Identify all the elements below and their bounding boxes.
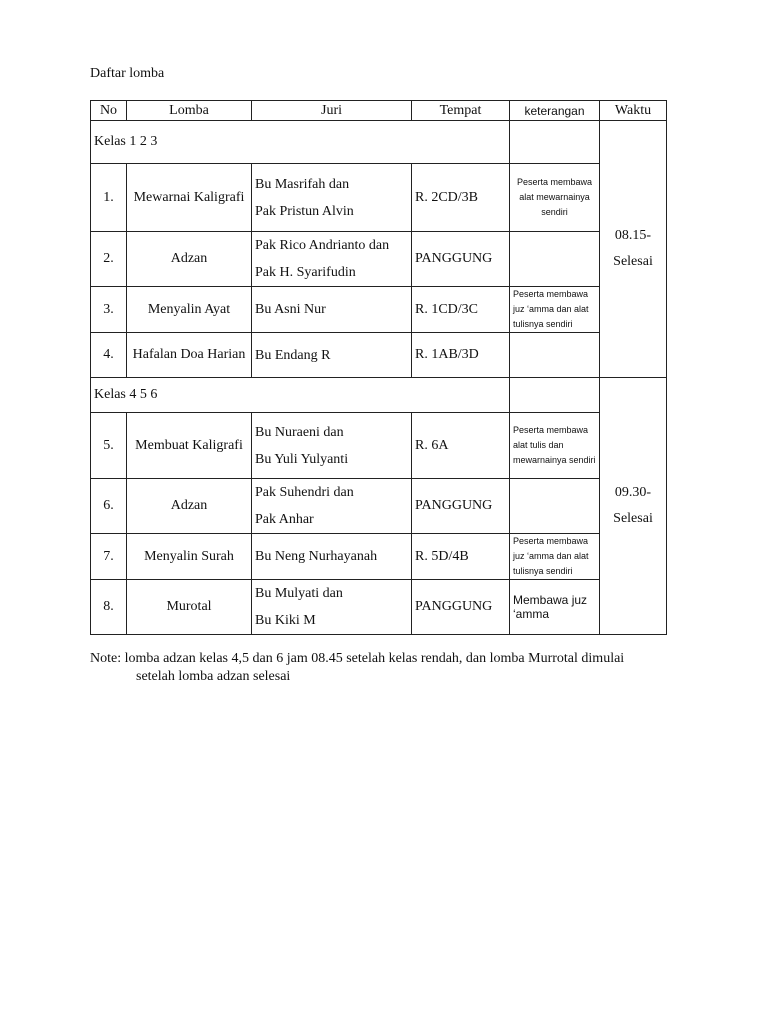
row-lomba: Adzan — [127, 479, 252, 534]
juri-line-1: Bu Nuraeni dan — [255, 424, 344, 440]
waktu-start: 08.15- — [614, 228, 652, 243]
waktu-cell — [600, 378, 667, 635]
waktu-end: Selesai — [613, 511, 653, 526]
juri-line-2: Pak H. Syarifudin — [255, 265, 356, 280]
kelas-label: Kelas 4 5 6 — [91, 378, 510, 413]
juri-line-1: Bu Masrifah dan — [255, 176, 350, 192]
table-row — [91, 164, 667, 232]
footnote-line-2: setelah lomba adzan selesai — [136, 669, 291, 684]
header-waktu: Waktu — [600, 101, 667, 121]
group-row — [91, 378, 667, 413]
row-no: 5. — [91, 413, 127, 479]
document-title: Daftar lomba — [90, 66, 165, 81]
row-keterangan: Membawa juz ‘amma — [510, 580, 600, 635]
juri-line-1: Pak Suhendri dan — [255, 485, 354, 500]
row-keterangan: Peserta membawa alat tulis dan mewarnainya sendiri — [510, 413, 600, 479]
juri-line-2: Bu Kiki M — [255, 613, 316, 628]
row-lomba: Mewarnai Kaligrafi — [127, 164, 252, 232]
group-row — [91, 121, 667, 164]
table-row — [91, 287, 667, 333]
row-keterangan: Peserta membawa juz ‘amma dan alat tulisnya sendiri — [510, 534, 600, 580]
table-row — [91, 232, 667, 287]
waktu-end: Selesai — [613, 254, 653, 269]
row-lomba: Adzan — [127, 232, 252, 287]
kelas-label: Kelas 1 2 3 — [91, 121, 510, 164]
footnote — [90, 650, 690, 686]
table-row — [91, 479, 667, 534]
row-juri — [252, 580, 412, 635]
header-no: No — [91, 101, 127, 121]
row-juri: Bu Neng Nurhayanah — [252, 534, 412, 580]
row-lomba: Murotal — [127, 580, 252, 635]
table-row — [91, 580, 667, 635]
table-row — [91, 333, 667, 378]
row-tempat: R. 5D/4B — [412, 534, 510, 580]
header-lomba: Lomba — [127, 101, 252, 121]
waktu-cell — [600, 121, 667, 378]
juri-line-1: Pak Rico Andrianto dan — [255, 238, 390, 253]
row-juri — [252, 413, 412, 479]
row-tempat: R. 6A — [412, 413, 510, 479]
row-keterangan — [510, 232, 600, 287]
row-lomba: Menyalin Surah — [127, 534, 252, 580]
row-lomba: Membuat Kaligrafi — [127, 413, 252, 479]
row-juri: Bu Asni Nur — [252, 287, 412, 333]
table-row — [91, 534, 667, 580]
row-lomba: Hafalan Doa Harian — [127, 333, 252, 378]
row-lomba: Menyalin Ayat — [127, 287, 252, 333]
header-tempat: Tempat — [412, 101, 510, 121]
row-no: 7. — [91, 534, 127, 580]
juri-line-2: Bu Yuli Yulyanti — [255, 451, 349, 467]
table-cell — [510, 378, 600, 413]
footnote-line-1: Note: lomba adzan kelas 4,5 dan 6 jam 08.45 setelah kelas rendah, dan lomba Murrotal dimulai — [90, 651, 625, 666]
juri-line-1: Bu Mulyati dan — [255, 586, 343, 601]
row-tempat: PANGGUNG — [412, 479, 510, 534]
row-no: 6. — [91, 479, 127, 534]
row-juri: Bu Endang R — [252, 333, 412, 378]
row-no: 2. — [91, 232, 127, 287]
table-row — [91, 413, 667, 479]
row-juri — [252, 164, 412, 232]
table-cell — [510, 121, 600, 164]
table-header-row — [91, 101, 667, 121]
row-tempat: R. 1CD/3C — [412, 287, 510, 333]
row-tempat: PANGGUNG — [412, 232, 510, 287]
row-juri — [252, 232, 412, 287]
row-no: 1. — [91, 164, 127, 232]
row-tempat: R. 2CD/3B — [412, 164, 510, 232]
row-tempat: PANGGUNG — [412, 580, 510, 635]
header-juri: Juri — [252, 101, 412, 121]
row-no: 3. — [91, 287, 127, 333]
row-tempat: R. 1AB/3D — [412, 333, 510, 378]
juri-line-2: Pak Anhar — [255, 512, 314, 527]
row-keterangan — [510, 333, 600, 378]
waktu-start: 09.30- — [614, 485, 652, 500]
row-no: 8. — [91, 580, 127, 635]
row-keterangan — [510, 479, 600, 534]
row-no: 4. — [91, 333, 127, 378]
header-keterangan: keterangan — [510, 101, 600, 121]
competition-table — [90, 100, 667, 635]
row-keterangan: Peserta membawa juz ‘amma dan alat tulisnya sendiri — [510, 287, 600, 333]
row-keterangan: Peserta membawa alat mewarnainya sendiri — [510, 164, 600, 232]
row-juri — [252, 479, 412, 534]
juri-line-2: Pak Pristun Alvin — [255, 203, 354, 219]
